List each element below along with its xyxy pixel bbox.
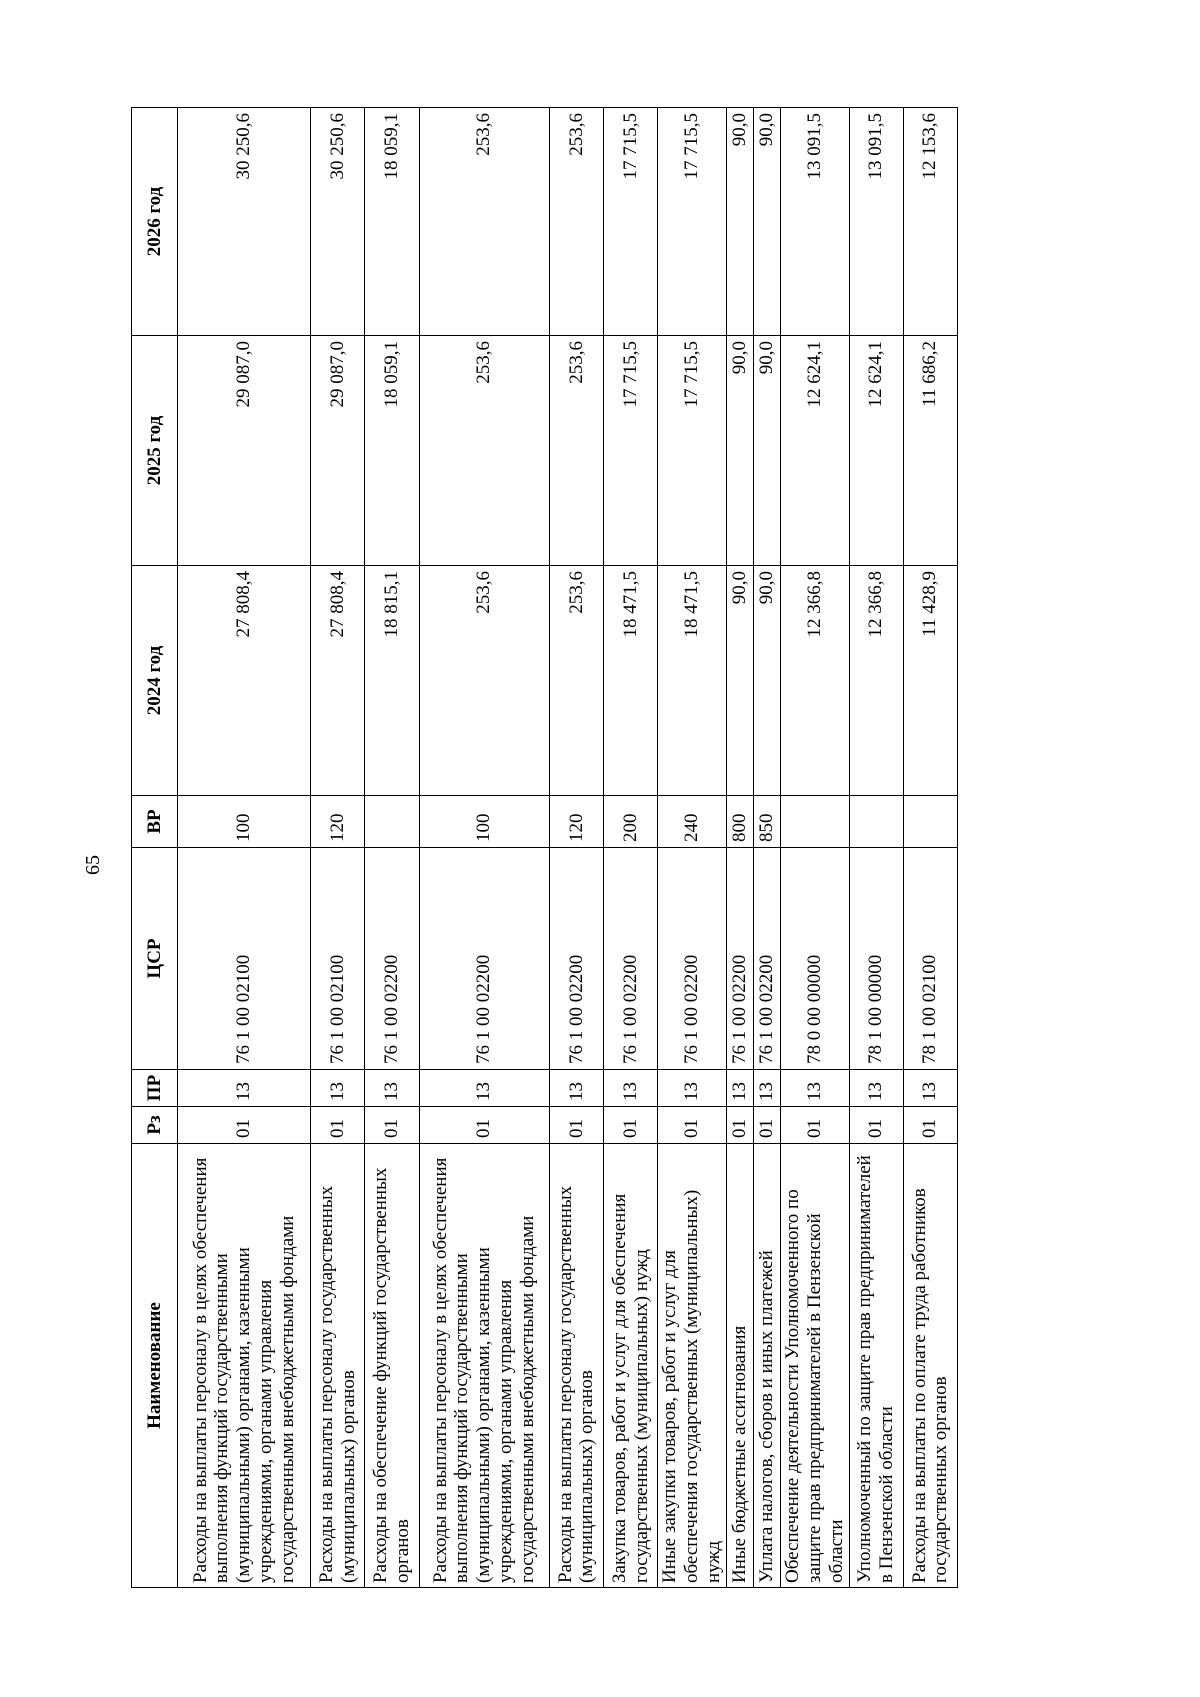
row-csr: 76 1 00 02200 xyxy=(549,848,603,1070)
header-name: Наименование xyxy=(132,1144,178,1588)
row-vr xyxy=(903,796,957,848)
table-row xyxy=(365,108,419,1588)
row-2026: 253,6 xyxy=(549,108,603,336)
row-2024: 253,6 xyxy=(549,566,603,796)
row-2024: 253,6 xyxy=(419,566,549,796)
row-rz: 01 xyxy=(753,1107,780,1144)
row-pr: 13 xyxy=(903,1070,957,1107)
row-name: Уполномоченный по защите прав предпринимателей в Пензенской области xyxy=(849,1144,903,1588)
row-name: Расходы на выплаты персоналу государственных (муниципальных) органов xyxy=(311,1144,365,1588)
row-name: Расходы на выплаты персоналу государственных (муниципальных) органов xyxy=(549,1144,603,1588)
row-2024: 27 808,4 xyxy=(178,566,311,796)
row-name: Расходы на обеспечение функций государственных органов xyxy=(365,1144,419,1588)
row-csr: 76 1 00 02200 xyxy=(365,848,419,1070)
row-csr: 78 1 00 00000 xyxy=(849,848,903,1070)
table-row xyxy=(604,108,658,1588)
table-row xyxy=(311,108,365,1588)
row-2026: 13 091,5 xyxy=(849,108,903,336)
row-vr: 100 xyxy=(419,796,549,848)
row-csr: 76 1 00 02200 xyxy=(604,848,658,1070)
table-row xyxy=(658,108,727,1588)
row-2024: 18 471,5 xyxy=(658,566,727,796)
row-pr: 13 xyxy=(549,1070,603,1107)
row-2025: 17 715,5 xyxy=(658,336,727,566)
row-2026: 30 250,6 xyxy=(178,108,311,336)
row-name: Уплата налогов, сборов и иных платежей xyxy=(753,1144,780,1588)
row-pr: 13 xyxy=(780,1070,849,1107)
row-rz: 01 xyxy=(903,1107,957,1144)
row-vr: 240 xyxy=(658,796,727,848)
row-vr xyxy=(365,796,419,848)
row-name: Иные бюджетные ассигнования xyxy=(726,1144,753,1588)
row-vr xyxy=(849,796,903,848)
row-csr: 78 0 00 00000 xyxy=(780,848,849,1070)
row-2024: 90,0 xyxy=(726,566,753,796)
table-row xyxy=(849,108,903,1588)
row-2024: 18 471,5 xyxy=(604,566,658,796)
header-2026: 2026 год xyxy=(132,108,178,336)
row-vr: 100 xyxy=(178,796,311,848)
row-2024: 12 366,8 xyxy=(780,566,849,796)
row-rz: 01 xyxy=(365,1107,419,1144)
row-2024: 18 815,1 xyxy=(365,566,419,796)
row-2026: 18 059,1 xyxy=(365,108,419,336)
row-pr: 13 xyxy=(178,1070,311,1107)
row-2026: 90,0 xyxy=(753,108,780,336)
row-vr: 200 xyxy=(604,796,658,848)
row-csr: 76 1 00 02100 xyxy=(178,848,311,1070)
header-vr: ВР xyxy=(132,796,178,848)
row-name: Закупка товаров, работ и услуг для обеспечения государственных (муниципальных) нужд xyxy=(604,1144,658,1588)
header-2025: 2025 год xyxy=(132,336,178,566)
row-2025: 90,0 xyxy=(726,336,753,566)
row-vr xyxy=(780,796,849,848)
row-vr: 850 xyxy=(753,796,780,848)
row-2026: 90,0 xyxy=(726,108,753,336)
row-2026: 30 250,6 xyxy=(311,108,365,336)
row-pr: 13 xyxy=(419,1070,549,1107)
table-row xyxy=(780,108,849,1588)
row-csr: 76 1 00 02200 xyxy=(419,848,549,1070)
row-pr: 13 xyxy=(658,1070,727,1107)
row-2024: 11 428,9 xyxy=(903,566,957,796)
table-row xyxy=(726,108,753,1588)
row-2026: 253,6 xyxy=(419,108,549,336)
row-2025: 18 059,1 xyxy=(365,336,419,566)
row-csr: 76 1 00 02100 xyxy=(311,848,365,1070)
table-row xyxy=(753,108,780,1588)
row-2026: 12 153,6 xyxy=(903,108,957,336)
row-pr: 13 xyxy=(753,1070,780,1107)
page-number: 65 xyxy=(82,855,104,875)
row-vr: 800 xyxy=(726,796,753,848)
table-row xyxy=(178,108,311,1588)
row-2024: 90,0 xyxy=(753,566,780,796)
table-row xyxy=(549,108,603,1588)
row-2025: 29 087,0 xyxy=(311,336,365,566)
row-2025: 12 624,1 xyxy=(849,336,903,566)
row-rz: 01 xyxy=(311,1107,365,1144)
budget-table xyxy=(131,107,958,1588)
table-row xyxy=(903,108,957,1588)
rotated-table-wrapper xyxy=(131,108,958,1588)
row-rz: 01 xyxy=(604,1107,658,1144)
row-rz: 01 xyxy=(419,1107,549,1144)
row-2024: 27 808,4 xyxy=(311,566,365,796)
row-name: Обеспечение деятельности Уполномоченного по защите прав предпринимателей в Пензенской области xyxy=(780,1144,849,1588)
header-pr: ПР xyxy=(132,1070,178,1107)
table-row xyxy=(419,108,549,1588)
header-2024: 2024 год xyxy=(132,566,178,796)
row-2026: 17 715,5 xyxy=(658,108,727,336)
row-2025: 253,6 xyxy=(549,336,603,566)
row-csr: 76 1 00 02200 xyxy=(726,848,753,1070)
row-csr: 76 1 00 02200 xyxy=(753,848,780,1070)
row-2025: 90,0 xyxy=(753,336,780,566)
row-2025: 29 087,0 xyxy=(178,336,311,566)
header-rz: Рз xyxy=(132,1107,178,1144)
row-pr: 13 xyxy=(604,1070,658,1107)
row-vr: 120 xyxy=(311,796,365,848)
row-pr: 13 xyxy=(365,1070,419,1107)
row-2026: 13 091,5 xyxy=(780,108,849,336)
row-pr: 13 xyxy=(311,1070,365,1107)
row-name: Иные закупки товаров, работ и услуг для обеспечения государственных (муниципальных) нужд xyxy=(658,1144,727,1588)
row-pr: 13 xyxy=(849,1070,903,1107)
row-rz: 01 xyxy=(726,1107,753,1144)
row-name: Расходы на выплаты по оплате труда работников государственных органов xyxy=(903,1144,957,1588)
row-csr: 78 1 00 02100 xyxy=(903,848,957,1070)
row-name: Расходы на выплаты персоналу в целях обеспечения выполнения функций государственными (муниципальными) органами, казенными учреждениями, органами управления государственными внебюджетными фондами xyxy=(419,1144,549,1588)
row-rz: 01 xyxy=(849,1107,903,1144)
row-name: Расходы на выплаты персоналу в целях обеспечения выполнения функций государственными (муниципальными) органами, казенными учреждениями, органами управления государственными внебюджетными фондами xyxy=(178,1144,311,1588)
row-rz: 01 xyxy=(658,1107,727,1144)
row-rz: 01 xyxy=(549,1107,603,1144)
header-row xyxy=(132,108,178,1588)
row-vr: 120 xyxy=(549,796,603,848)
row-2025: 17 715,5 xyxy=(604,336,658,566)
row-rz: 01 xyxy=(780,1107,849,1144)
row-2026: 17 715,5 xyxy=(604,108,658,336)
row-pr: 13 xyxy=(726,1070,753,1107)
header-csr: ЦСР xyxy=(132,848,178,1070)
row-2025: 11 686,2 xyxy=(903,336,957,566)
row-2024: 12 366,8 xyxy=(849,566,903,796)
row-2025: 12 624,1 xyxy=(780,336,849,566)
row-csr: 76 1 00 02200 xyxy=(658,848,727,1070)
row-2025: 253,6 xyxy=(419,336,549,566)
row-rz: 01 xyxy=(178,1107,311,1144)
